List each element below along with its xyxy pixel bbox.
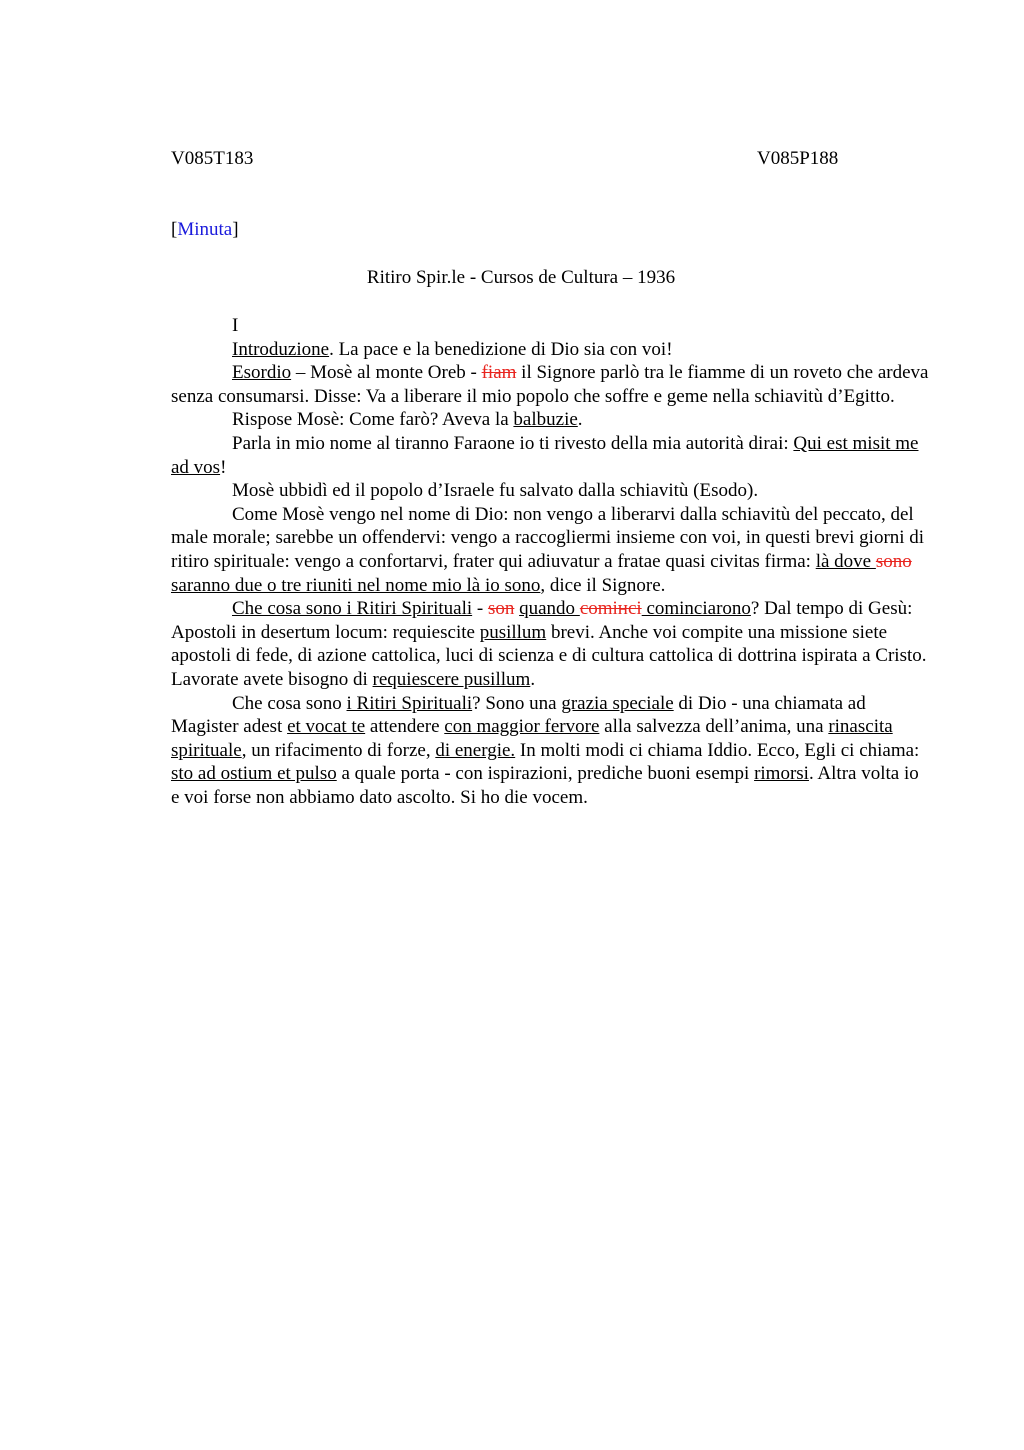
underlined-text: sto ad ostium et pulso — [171, 763, 337, 785]
underlined-text: rimorsi — [754, 763, 809, 785]
header-left-code: V085T183 — [171, 148, 254, 169]
text-run: Che cosa sono — [232, 692, 347, 714]
underlined-text: i Ritiri Spirituali — [346, 692, 473, 714]
paragraph — [171, 597, 931, 691]
minuta-tag — [171, 219, 239, 241]
underlined-text: Qui est misit me ad vos — [171, 432, 919, 478]
underlined-text: con maggior fervore — [444, 716, 600, 738]
paragraph — [171, 479, 931, 503]
underlined-text: cominciarono — [641, 598, 751, 620]
text-run: ? Dal tempo di Gesù: Apostoli in desertum locum: requiescite — [171, 598, 913, 643]
tag-open-bracket: [ — [171, 219, 178, 240]
text-run: brevi. Anche voi compite una missione siete apostoli di fede, di azione cattolica, luci di scienza e di cultura cattolica di dottrina ispirata a Cristo. Lavorate avete bisogno di — [171, 621, 927, 690]
paragraph — [171, 432, 931, 479]
text-run: ! — [220, 456, 227, 478]
text-run: . La pace e la benedizione di Dio sia con voi! — [329, 338, 673, 360]
paragraph — [171, 408, 931, 432]
text-run: Mosè ubbidì ed il popolo d’Israele fu salvato dalla schiavitù (Esodo). — [232, 480, 759, 502]
text-run: , dice il Signore. — [540, 574, 666, 596]
section-number: I — [232, 315, 239, 336]
paragraph — [171, 692, 931, 810]
deleted-text: son — [487, 598, 515, 620]
text-run: a quale porta - con ispirazioni, prediche buoni esempi — [336, 763, 755, 785]
underlined-text: quando — [519, 598, 580, 620]
paragraph — [171, 503, 931, 597]
underlined-text: saranno due o tre riuniti nel nome mio là io sono — [171, 574, 541, 596]
document-body — [171, 314, 931, 809]
text-run: attendere — [365, 716, 445, 738]
paragraph-list — [171, 338, 931, 810]
underlined-text: et vocat te — [287, 716, 366, 738]
underlined-text: di energie. — [435, 739, 516, 761]
text-run: il Signore parlò tra le fiamme di un roveto che ardeva senza consumarsi. Disse: Va a liberare il mio popolo che soffre e geme nella schiavitù d’Egitto. — [171, 362, 929, 407]
text-run: . — [530, 668, 536, 690]
text-run: Parla in mio nome al tiranno Faraone io ti rivesto della mia autorità dirai: — [232, 432, 794, 454]
underlined-text: Che cosa sono i Ritiri Spirituali — [232, 598, 473, 620]
text-run: di Dio - una chiamata ad Magister adest — [171, 692, 866, 738]
text-run: – Mosè al monte Oreb - — [291, 362, 482, 384]
text-run: alla salvezza dell’anima, una — [599, 716, 829, 738]
deleted-text: comінci — [579, 598, 642, 620]
text-run: , un rifacimento di forze, — [241, 739, 436, 761]
underlined-text: Esordio — [232, 362, 292, 384]
underlined-text: balbuzie — [513, 409, 578, 431]
header-right-code: V085P188 — [757, 148, 839, 169]
underlined-text: rinascita spirituale — [171, 716, 893, 761]
underlined-text: Introduzione — [232, 338, 330, 360]
tag-label: Minuta — [177, 219, 233, 240]
tag-close-bracket: ] — [232, 219, 239, 240]
document-title: Ritiro Spir.le - Cursos de Cultura – 1936 — [366, 267, 676, 288]
underlined-text: pusillum — [479, 621, 547, 643]
text-run: - — [472, 598, 488, 620]
underlined-text: là dove — [815, 550, 876, 572]
underlined-text: grazia speciale — [561, 692, 674, 714]
text-run: In molti modi ci chiama Iddio. Ecco, Egli ci chiama: — [515, 739, 920, 761]
text-run: Come Mosè vengo nel nome di Dio: non vengo a liberarvi dalla schiavitù del peccato, del male morale; sarebbe un offendervi: vengo a raccogliermi insieme con voi, in questi brevi giorni di ritiro spirituale: vengo a confortarvi, frater qui adiuvatur a fratae quasi civitas firma: — [171, 503, 925, 572]
paragraph — [171, 361, 931, 408]
underlined-text: requiescere pusillum — [372, 668, 531, 690]
text-run: . — [577, 409, 583, 431]
text-run: . Altra volta io e voi forse non abbiamo dato ascolto. Si ho die vocem. — [171, 763, 919, 808]
text-run: Rispose Mosè: Come farò? Aveva la — [232, 409, 514, 431]
paragraph — [171, 338, 931, 362]
deleted-text: fiam — [481, 362, 517, 384]
text-run: ? Sono una — [472, 692, 562, 714]
deleted-text: sono — [875, 550, 912, 572]
